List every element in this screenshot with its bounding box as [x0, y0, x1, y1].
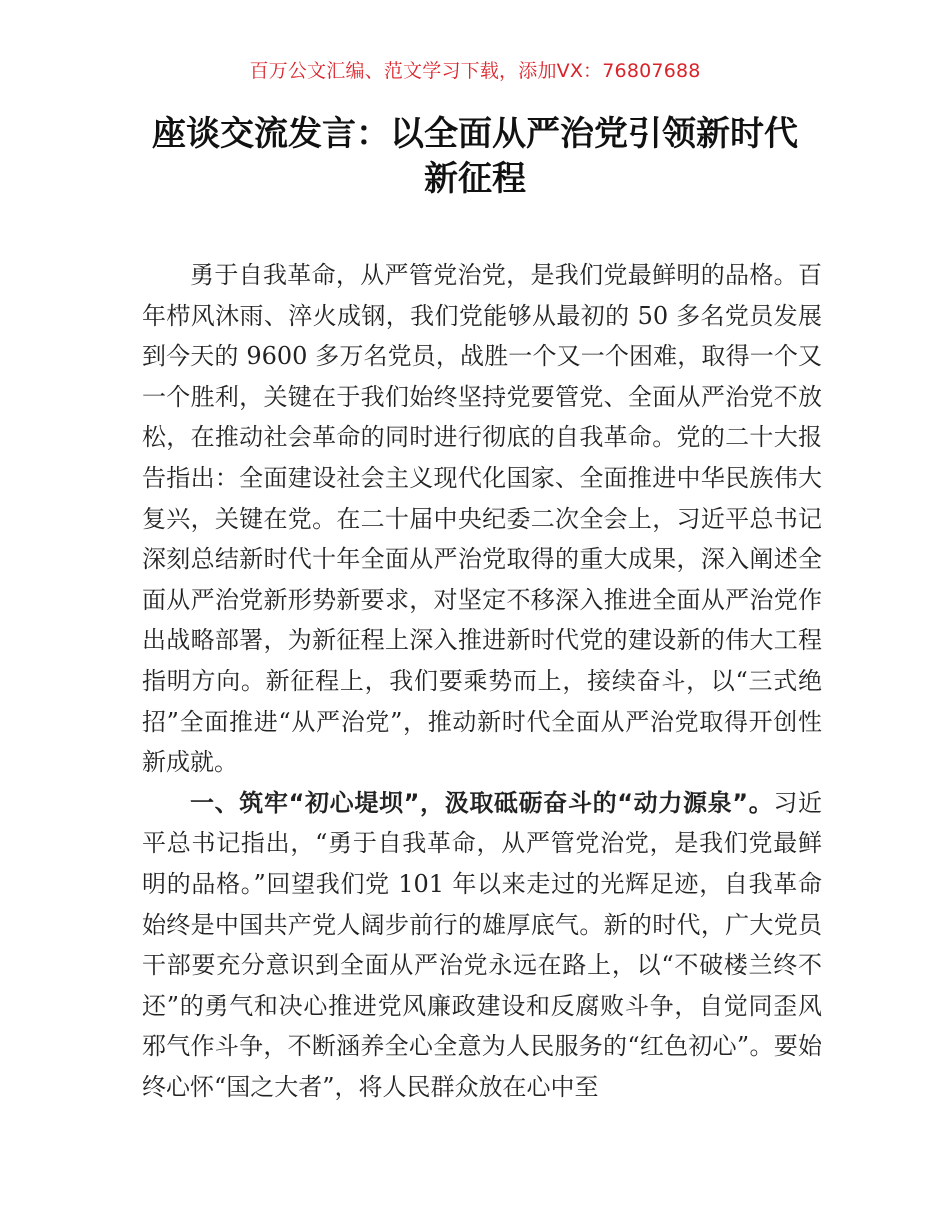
title-line-2: 新征程 [424, 159, 526, 199]
section-1-text: 习近平总书记指出，“勇于自我革命，从严管党治党，是我们党最鲜明的品格。”回望我们党 101 年以来走过的光辉足迹，自我革命始终是中国共产党人阔步前行的雄厚底气。新的时代，广大党员干部要充分意识到全面从严治党永远在路上，以“不破楼兰终不还”的勇气和决心推进党风廉政建设和反腐败斗争，自觉同歪风邪气作斗争，不断涵养全心全意为人民服务的“红色初心”。要始终心怀“国之大者”，将人民群众放在心中至 [142, 788, 823, 1101]
document-title [0, 112, 950, 202]
title-line-1: 座谈交流发言：以全面从严治党引领新时代 [152, 114, 798, 154]
paragraph-section-1 [142, 783, 822, 1108]
watermark-text: 百万公文汇编、范文学习下载，添加VX：76807688 [249, 60, 701, 82]
document-body [142, 255, 822, 1107]
section-1-heading: 一、筑牢“初心堤坝”，汲取砥砺奋斗的“动力源泉”。 [190, 788, 774, 817]
paragraph-intro: 勇于自我革命，从严管党治党，是我们党最鲜明的品格。百年栉风沐雨、淬火成钢，我们党能够从最初的 50 多名党员发展到今天的 9600 多万名党员，战胜一个又一个困难，取得一个又一个胜利，关键在于我们始终坚持党要管党、全面从严治党不放松，在推动社会革命的同时进行彻底的自我革命。党的二十大报告指出：全面建设社会主义现代化国家、全面推进中华民族伟大复兴，关键在党。在二十届中央纪委二次全会上，习近平总书记深刻总结新时代十年全面从严治党取得的重大成果，深入阐述全面从严治党新形势新要求，对坚定不移深入推进全面从严治党作出战略部署，为新征程上深入推进新时代党的建设新的伟大工程指明方向。新征程上，我们要乘势而上，接续奋斗，以“三式绝招”全面推进“从严治党”，推动新时代全面从严治党取得开创性新成就。 [142, 261, 822, 777]
